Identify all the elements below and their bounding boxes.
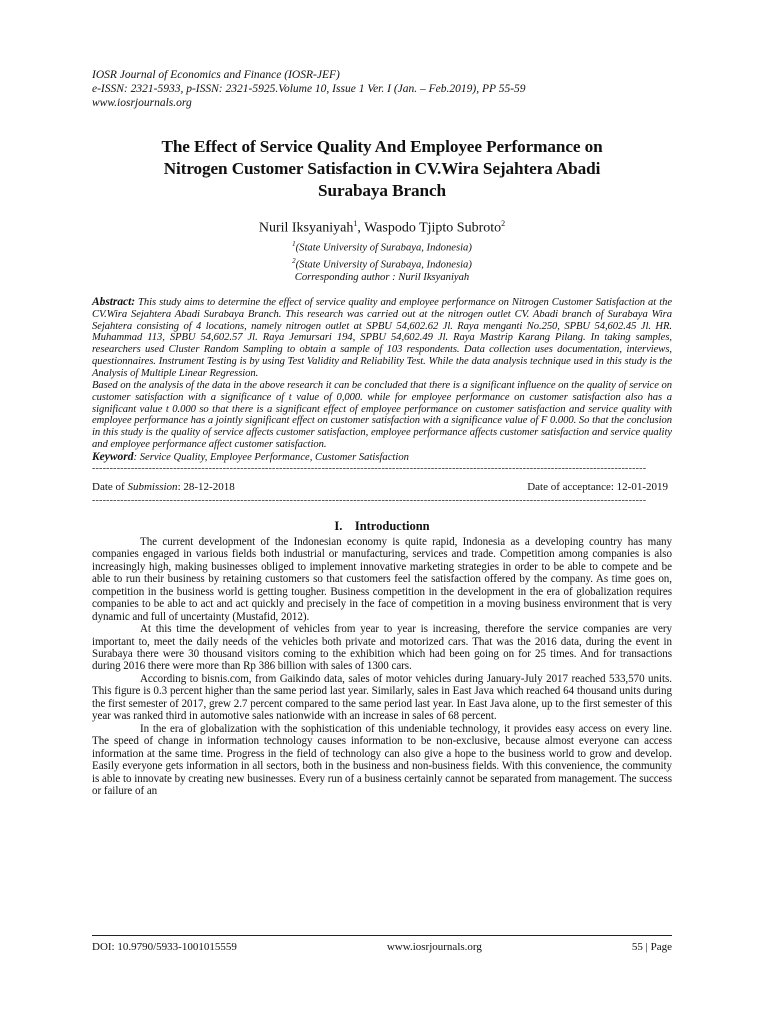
affiliation bbox=[92, 255, 672, 272]
title-line: Surabaya Branch bbox=[318, 181, 446, 200]
corresponding-author: Corresponding author : Nuril Iksyaniyah bbox=[294, 271, 470, 283]
footer-rule bbox=[92, 935, 672, 936]
keywords bbox=[92, 451, 672, 464]
footer-doi: DOI: 10.9790/5933-1001015559 bbox=[92, 941, 237, 953]
affiliations bbox=[92, 238, 672, 284]
date-row bbox=[92, 480, 672, 494]
separator-line: ------------------------------------------------------------------------------------------------------------------------------------------------------------- bbox=[92, 463, 647, 474]
body-paragraph: At this time the development of vehicles from year to year is increasing, therefore the service companies are very important to, meet the daily needs of the vehicles both private and motorized cars. That was the 2016 data, during the event in Surabaya there were 30 thousand visitors coming to the exhibition which had been going on for 25 times. And for transactions during 2016 there were more than Rp 386 billion with sales of 1300 cars. bbox=[92, 623, 672, 673]
author-affil-mark: 1 bbox=[353, 219, 358, 228]
abstract bbox=[92, 297, 672, 451]
body-paragraph: According to bisnis.com, from Gaikindo data, sales of motor vehicles during January-July 2017 reached 533,570 units. This figure is 0.3 percent higher than the same period last year. Similarly, sales in East Java which reached 64 thousand units during the first semester of 2017, grew 2.7 percent compared to the same period last year. In East Java alone, up to the first semester of this year was ranked third in automotive sales nationwide with an increase in sales of 68 percent. bbox=[92, 672, 672, 723]
page-footer bbox=[92, 941, 672, 954]
submission-date bbox=[92, 480, 235, 494]
footer-page-number: 55 | Page bbox=[631, 941, 672, 953]
affil-mark: 2 bbox=[292, 256, 296, 265]
journal-header bbox=[92, 68, 672, 110]
body-text bbox=[92, 536, 672, 798]
affiliation-text: (State University of Surabaya, Indonesia) bbox=[295, 259, 472, 271]
section-heading: I. Introductionn bbox=[334, 518, 430, 533]
paper-page bbox=[92, 68, 672, 797]
title-line: The Effect of Service Quality And Employee Performance on bbox=[161, 137, 603, 156]
keyword-label: Keyword bbox=[92, 450, 134, 463]
acceptance-date: Date of acceptance: 12-01-2019 bbox=[527, 480, 668, 493]
author-separator: , bbox=[357, 220, 365, 236]
author-affil-mark: 2 bbox=[501, 219, 506, 228]
affiliation bbox=[92, 238, 672, 255]
submission-label-italic: Submission bbox=[127, 480, 178, 493]
body-paragraph: In the era of globalization with the sophistication of this undeniable technology, it provides easy access on every line. The speed of change in information technology causes information to be non-exclusive, because almost everyone can access information at the same time. Progress in the field of technology can also give a hope to the business world to grow and develop. Easily everyone gets information in all sectors, both in the business and non-business fields. With this convenience, the community is able to innovate by creating new businesses. Every run of a business certainly cannot be separated from management. The success or failure of an bbox=[92, 722, 672, 797]
author-list bbox=[92, 215, 672, 237]
abstract-paragraph bbox=[92, 297, 672, 380]
author-name: Nuril Iksyaniyah bbox=[258, 220, 354, 236]
submission-label: Date of bbox=[92, 480, 128, 493]
paper-title bbox=[92, 136, 672, 202]
abstract-text: This study aims to determine the effect of service quality and employee performance on Nitrogen Customer Satisfaction at the CV.Wira Sejahtera Abadi Surabaya Branch. This research was carried out at the nitrogen outlet CV. Abadi branch of Surabaya Wira Sejahtera consisting of 4 locations, namely nitrogen outlet at SPBU 54,602.62 Jl. Raya menganti No.250, SPBU 54,602.45 Jl. HR. Muhammad 113, SPBU 54,602.57 Jl. Raya Jemursari 194, SPBU 54,602.49 Jl. Raya Mastrip Karang Pilang. In taking samples, researchers used Cluster Random Sampling to obtain a sample of 103 respondents. Data collection uses documentation, interviews, questionnaires. Instrument Testing is by using Test Validity and Reliability Test. While the data analysis technique used in this study is the Analysis of Multiple Linear Regression. bbox=[92, 296, 672, 379]
keyword-text: : Service Quality, Employee Performance, Customer Satisfaction bbox=[133, 451, 409, 463]
submission-value: : 28-12-2018 bbox=[177, 480, 235, 493]
affiliation-text: (State University of Surabaya, Indonesia) bbox=[295, 242, 472, 254]
abstract-label: Abstract: bbox=[92, 295, 135, 308]
author-name: Waspodo Tjipto Subroto bbox=[364, 220, 502, 236]
journal-name: IOSR Journal of Economics and Finance (IOSR-JEF) bbox=[92, 69, 340, 81]
journal-website: www.iosrjournals.org bbox=[92, 97, 192, 109]
separator-line: ------------------------------------------------------------------------------------------------------------------------------------------------------------- bbox=[92, 495, 647, 506]
title-line: Nitrogen Customer Satisfaction in CV.Wira Sejahtera Abadi bbox=[163, 159, 601, 178]
affil-mark: 1 bbox=[292, 239, 296, 248]
journal-issn: e-ISSN: 2321-5933, p-ISSN: 2321-5925.Volume 10, Issue 1 Ver. I (Jan. – Feb.2019), PP 55-59 bbox=[92, 83, 526, 95]
body-paragraph: The current development of the Indonesian economy is quite rapid, Indonesia as a developing country has many companies engaged in various fields both industrial or manufacturing, services and trade. Competition among companies is also increasingly high, making businesses obliged to implement innovative marketing strategies in order to be able to compete and be able to run their business by retaining customers so that customers feel the satisfaction offered by the company. As time goes on, competition in the business world is getting tougher. Business competition in the development in the era of globalization requires companies to be able to act and act quickly and precisely in the face of competition in a moving business environment that is very dynamic and full of uncertainty (Mustafid, 2012). bbox=[92, 535, 672, 623]
footer-website: www.iosrjournals.org bbox=[386, 941, 482, 953]
abstract-paragraph: Based on the analysis of the data in the above research it can be concluded that there is a significant influence on the quality of service on customer satisfaction with a significance of t value of 0,000. while for employee performance on customer satisfaction also has a significant value t 0.000 so that there is a significant effect of employee performance on customer satisfaction and service quality with employee performance has a jointly significant effect on customer satisfaction with a significance value of F 0.000. So that the conclusion in this study is the quality of service affects customer satisfaction, employee performance affects customer satisfaction and service quality and employee performance affect customer satisfaction. bbox=[92, 379, 672, 451]
